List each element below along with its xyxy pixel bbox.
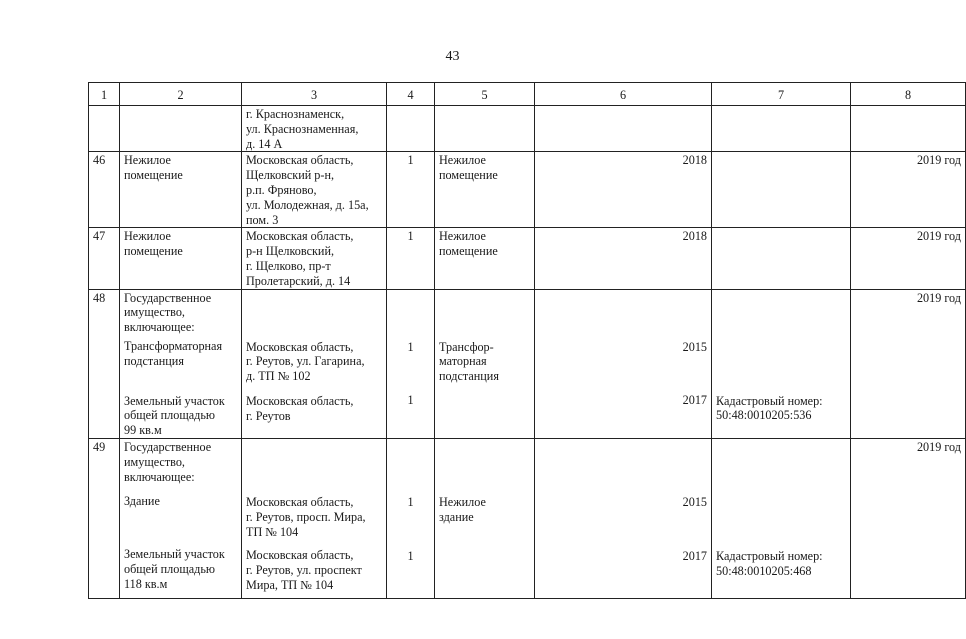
- year-cell: 2017: [682, 548, 707, 563]
- object-name: Нежилое помещение: [124, 153, 183, 183]
- item-name: Трансформаторная подстанция: [124, 338, 223, 368]
- row-number: 46: [93, 153, 106, 168]
- purpose-cell: Нежилое здание: [439, 494, 486, 524]
- deadline-cell: 2019 год: [916, 290, 961, 305]
- row-number: 49: [93, 439, 106, 454]
- quantity-cell: 1: [407, 393, 414, 408]
- year-cell: 2017: [682, 393, 707, 408]
- column-header: 3: [242, 83, 387, 106]
- quantity-cell: 1: [407, 494, 414, 509]
- row-number: 47: [93, 229, 106, 244]
- address-cell: Московская область, Щелковский р-н, р.п. Фряново, ул. Молодежная, д. 15а, пом. 3: [246, 153, 369, 227]
- address-cell: г. Краснознаменск, ул. Краснознаменная, д. 14 А: [246, 107, 359, 151]
- address-cell: Московская область, г. Реутов, ул. Гагарина, д. ТП № 102: [246, 339, 365, 384]
- object-name: Государственное имущество, включающее:: [124, 439, 212, 484]
- deadline-cell: 2019 год: [916, 439, 961, 454]
- column-header: 8: [851, 83, 966, 106]
- column-header: 4: [387, 83, 435, 106]
- object-name: Государственное имущество, включающее:: [124, 290, 212, 335]
- column-header: 1: [89, 83, 120, 106]
- property-table: [88, 82, 966, 599]
- purpose-cell: Нежилое помещение: [439, 153, 498, 183]
- address-cell: Московская область, г. Реутов: [246, 393, 354, 423]
- page-number: 43: [445, 49, 460, 64]
- column-header: 2: [120, 83, 242, 106]
- note-cell: Кадастровый номер: 50:48:0010205:468: [716, 548, 823, 578]
- item-name: Здание: [124, 494, 160, 509]
- table-row: [89, 438, 966, 598]
- address-cell: Московская область, г. Реутов, просп. Мира, ТП № 104: [246, 494, 366, 539]
- purpose-cell: Трансфор- маторная подстанция: [439, 339, 499, 384]
- table-row-continuation: [89, 106, 966, 152]
- quantity-cell: 1: [407, 548, 414, 563]
- year-cell: 2015: [682, 339, 707, 354]
- quantity-cell: 1: [407, 229, 414, 244]
- quantity-cell: 1: [407, 339, 414, 354]
- table-row: [89, 289, 966, 438]
- year-cell: 2015: [682, 494, 707, 509]
- purpose-cell: Нежилое помещение: [439, 229, 498, 259]
- column-header: 7: [712, 83, 851, 106]
- column-header: 5: [435, 83, 535, 106]
- address-cell: Московская область, р-н Щелковский, г. Щелково, пр-т Пролетарский, д. 14: [246, 229, 354, 288]
- deadline-cell: 2019 год: [916, 229, 961, 244]
- deadline-cell: 2019 год: [916, 153, 961, 168]
- item-name: Земельный участок общей площадью 99 кв.м: [124, 393, 225, 438]
- address-cell: Московская область, г. Реутов, ул. проспект Мира, ТП № 104: [246, 548, 362, 592]
- column-header: 6: [535, 83, 712, 106]
- object-name: Нежилое помещение: [124, 229, 183, 259]
- table-row: [89, 228, 966, 289]
- row-number: 48: [93, 290, 106, 305]
- quantity-cell: 1: [407, 153, 414, 168]
- header-row: [89, 83, 966, 106]
- item-name: Земельный участок общей площадью 118 кв.м: [124, 547, 225, 591]
- table-row: [89, 152, 966, 228]
- note-cell: Кадастровый номер: 50:48:0010205:536: [716, 393, 823, 423]
- year-cell: 2018: [682, 153, 707, 168]
- year-cell: 2018: [682, 229, 707, 244]
